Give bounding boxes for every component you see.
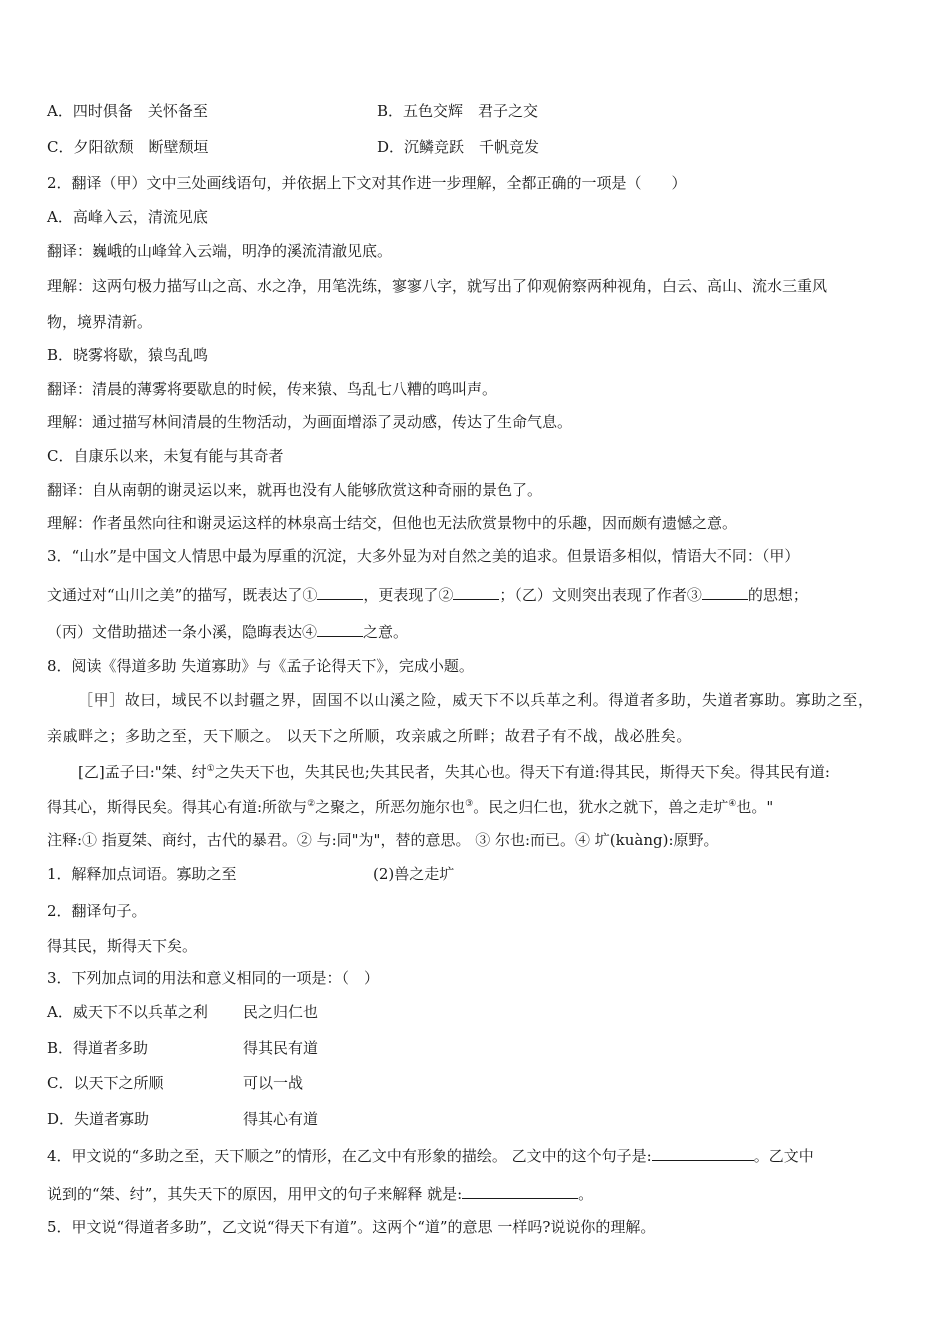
sub4-text: 说到的“桀、纣”，其失天下的原因，用甲文的句子来解释 就是:: [47, 1185, 463, 1203]
option-right: 得其心有道: [243, 1110, 319, 1128]
passage-jia-line-2: 亲戚畔之；多助之至，天下顺之。 以天下之所顺，攻亲戚之所畔；故君子有不战，战必胜矣。: [47, 727, 692, 745]
option-left: 以天下之所顺: [73, 1074, 164, 1092]
sub5-prompt: 5．甲文说“得道者多助”，乙文说“得天下有道”。这两个“道”的意思 一样吗?说说你的理解。: [47, 1218, 656, 1236]
option-label: B．: [377, 102, 404, 120]
q1-option-a: [47, 101, 208, 121]
sub4-text: 4．甲文说的“多助之至，天下顺之”的情形，在乙文中有形象的描绘。 乙文中的这个句子是:: [47, 1147, 652, 1165]
q3-text: 的思想；: [747, 586, 808, 604]
option-right: 可以一战: [243, 1074, 304, 1092]
q2-option-b-understanding: 理解：通过描写林间清晨的生物活动，为画面增添了灵动感，传达了生命气息。: [47, 413, 573, 431]
footnote-marker: ④: [728, 799, 737, 809]
passage-text: [乙]孟子曰:"桀、纣: [78, 763, 207, 781]
q2-option-a-translation: 翻译：巍峨的山峰耸入云端，明净的溪流清澈见底。: [47, 242, 393, 260]
option-label: A．: [47, 1003, 73, 1021]
footnote-marker: ①: [206, 764, 215, 774]
sub3-prompt: 3．下列加点词的用法和意义相同的一项是：（ ）: [47, 969, 380, 987]
q2-option-c-translation: 翻译：自从南朝的谢灵运以来，就再也没有人能够欣赏这种奇丽的景色了。: [47, 481, 543, 499]
q3-line-3: [47, 621, 408, 642]
sub4-line-2: [47, 1183, 593, 1204]
q2-option-a-title: A．高峰入云，清流见底: [47, 208, 208, 226]
sub4-text: 。乙文中: [753, 1147, 814, 1165]
option-text: 沉鳞竞跃 千帆竞发: [404, 138, 540, 156]
answer-blank-4[interactable]: [317, 621, 363, 637]
q2-option-b-title: B．晓雾将歇，猿鸟乱鸣: [47, 346, 209, 364]
option-label: C．: [47, 138, 74, 156]
sub4-text: 。: [578, 1185, 594, 1203]
sub4-line-1: [47, 1145, 814, 1166]
option-text: 五色交辉 君子之交: [403, 102, 539, 120]
answer-blank-sub4-1[interactable]: [652, 1145, 754, 1161]
option-label: A．: [47, 102, 73, 120]
answer-blank-3[interactable]: [702, 584, 748, 600]
q8-stem: 8．阅读《得道多助 失道寡助》与《孟子论得天下》，完成小题。: [47, 657, 474, 675]
passage-text: 之聚之，所恶勿施尔也: [315, 798, 466, 816]
sub2-sentence: 得其民，斯得天下矣。: [47, 937, 198, 955]
q2-option-c-title: C．自康乐以来，未复有能与其奇者: [47, 447, 284, 465]
option-left: 得道者多助: [73, 1039, 149, 1057]
passage-yi-line-2: [47, 797, 773, 817]
option-left: 失道者寡助: [74, 1110, 150, 1128]
sub1-prompt: 1．解释加点词语。寡助之至: [47, 865, 237, 883]
q2-option-b-translation: 翻译：清晨的薄雾将要歇息的时候，传来猿、鸟乱七八糟的鸣叫声。: [47, 380, 498, 398]
passage-text: 。民之归仁也，犹水之就下，兽之走圹: [473, 798, 729, 816]
passage-notes: 注释:① 指夏桀、商纣，古代的暴君。② 与:同"为"，替的意思。 ③ 尔也:而已。④ 圹(kuàng):原野。: [47, 831, 719, 849]
q2-option-a-understanding: 理解：这两句极力描写山之高、水之净，用笔洗练，寥寥八字，就写出了仰观俯察两种视角，白云、高山、流水三重风: [47, 277, 828, 295]
q3-line-2: [47, 584, 808, 605]
option-label: B．: [47, 1039, 74, 1057]
sub3-option-a: [47, 1002, 319, 1022]
option-text: 四时俱备 关怀备至: [72, 102, 208, 120]
footnote-marker: ②: [307, 799, 316, 809]
q3-text: 文通过对“山川之美”的描写，既表达了①: [47, 586, 318, 604]
sub1-part2: (2)兽之走圹: [373, 865, 455, 883]
q1-option-b: [377, 101, 538, 121]
sub3-option-c: [47, 1073, 304, 1093]
q3-text: 之意。: [363, 623, 409, 641]
q2-stem: 2．翻译（甲）文中三处画线语句，并依据上下文对其作进一步理解，全都正确的一项是（ ）: [47, 174, 687, 192]
passage-yi-line-1: [78, 762, 830, 782]
passage-text: 得其心，斯得民矣。得其心有道:所欲与: [47, 798, 308, 816]
option-label: C．: [47, 1074, 74, 1092]
answer-blank-1[interactable]: [317, 584, 363, 600]
answer-blank-sub4-2[interactable]: [462, 1183, 578, 1199]
q3-text: ；（乙）文则突出表现了作者③: [499, 586, 702, 604]
q1-option-d: [377, 137, 539, 157]
footnote-marker: ③: [465, 799, 474, 809]
option-label: D．: [47, 1110, 75, 1128]
q2-option-c-understanding: 理解：作者虽然向往和谢灵运这样的林泉高士结交，但他也无法欣赏景物中的乐趣，因而颇有遗憾之意。: [47, 514, 738, 532]
option-right: 得其民有道: [243, 1039, 319, 1057]
q1-option-c: [47, 137, 209, 157]
sub3-option-b: [47, 1038, 319, 1058]
option-label: D．: [377, 138, 405, 156]
option-left: 威天下不以兵革之利: [72, 1003, 208, 1021]
answer-blank-2[interactable]: [453, 584, 499, 600]
option-right: 民之归仁也: [243, 1003, 319, 1021]
q3-line-1: 3．“山水”是中国文人情思中最为厚重的沉淀，大多外显为对自然之美的追求。但景语多相似，情语大不同：（甲）: [47, 547, 800, 565]
q3-text: （丙）文借助描述一条小溪，隐晦表达④: [47, 623, 318, 641]
passage-text: 也。": [736, 798, 774, 816]
sub2-prompt: 2．翻译句子。: [47, 902, 147, 920]
q3-text: ，更表现了②: [363, 586, 454, 604]
option-text: 夕阳欲颓 断壁颓垣: [73, 138, 209, 156]
passage-jia-line-1: ［甲］故曰，域民不以封疆之界，固国不以山溪之险，威天下不以兵革之利。得道者多助，失道者寡助。寡助之至，: [78, 691, 874, 709]
passage-text: 之失天下也，失其民也;失其民者，失其心也。得天下有道:得其民，斯得天下矣。得其民有道:: [214, 763, 830, 781]
q2-option-a-understanding-cont: 物，境界清新。: [47, 313, 153, 331]
sub3-option-d: [47, 1109, 319, 1129]
